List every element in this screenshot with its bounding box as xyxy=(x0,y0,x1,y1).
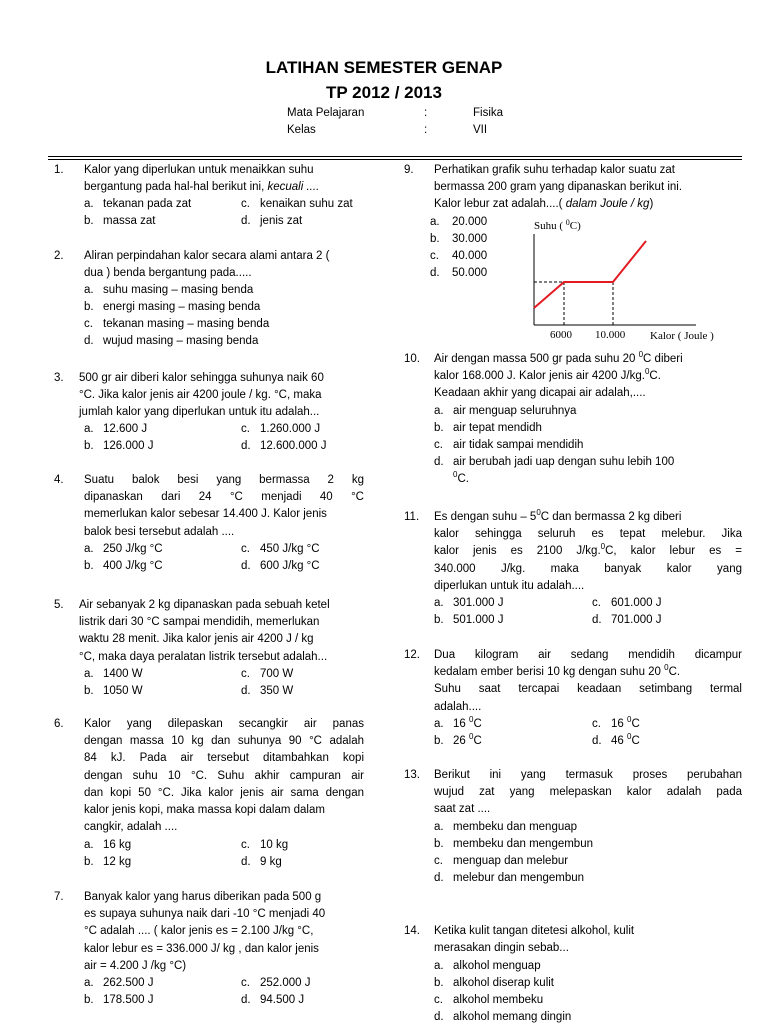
header-divider-bottom xyxy=(48,159,742,160)
option-letter: c. xyxy=(84,318,93,330)
option-letter: c. xyxy=(434,994,443,1006)
option-letter: d. xyxy=(241,440,251,452)
option-letter: b. xyxy=(434,614,444,626)
class-value: VII xyxy=(473,124,488,136)
option-a: air menguap seluruhnya xyxy=(453,405,577,417)
question-number: 4. xyxy=(54,474,64,486)
option-letter: a. xyxy=(430,216,440,228)
question-text: Es dengan suhu – 5 xyxy=(434,511,537,523)
option-a-unit: C xyxy=(473,718,482,730)
question-text: Suhu saat tercapai keadaan setimbang termal xyxy=(434,683,742,696)
question-text: Air dengan massa 500 gr pada suhu 20 xyxy=(434,353,639,365)
option-letter: d. xyxy=(241,856,251,868)
school-year: TP 2012 / 2013 xyxy=(326,83,442,102)
option-letter: c. xyxy=(241,668,250,680)
question-number: 14. xyxy=(404,925,420,937)
question-number: 3. xyxy=(54,372,64,384)
option-a: suhu masing – masing benda xyxy=(103,284,254,296)
question-text: kalor lebur es = 336.000 J/ kg , dan kalor jenis xyxy=(84,942,319,955)
question-number: 7. xyxy=(54,891,64,903)
option-letter: a. xyxy=(84,543,94,555)
option-d-cont: C. xyxy=(457,473,469,485)
question-text: waktu 28 menit. Jika kalor jenis air 4200 J / kg xyxy=(79,633,314,646)
question-text: °C. Jika kalor jenis air 4200 joule / kg. °C, maka xyxy=(79,389,322,402)
question-text: Berikut ini yang termasuk proses perubahan xyxy=(434,769,742,781)
option-letter: d. xyxy=(592,735,602,747)
question-text: kedalam ember berisi 10 kg dengan suhu 20 xyxy=(434,666,665,679)
question-text: C. xyxy=(668,666,681,679)
question-number: 11. xyxy=(404,511,420,523)
option-letter: b. xyxy=(84,301,94,313)
question-text: 340.000 J/kg. maka banyak kalor yang xyxy=(434,562,742,575)
question-text: kalor jenis es 2100 J/kg. xyxy=(434,545,601,558)
option-c: kenaikan suhu zat xyxy=(260,198,353,210)
option-letter: d. xyxy=(434,456,444,468)
option-letter: a. xyxy=(84,284,94,296)
option-letter: b. xyxy=(84,994,94,1006)
graph-x-label: Kalor ( Joule ) xyxy=(650,330,714,342)
option-c: menguap dan melebur xyxy=(453,855,569,867)
option-letter: b. xyxy=(84,560,94,572)
question-text: kalor 168.000 J. Kalor jenis air 4200 J/kg. xyxy=(434,370,645,383)
option-d: 701.000 J xyxy=(611,614,662,626)
question-text: Perhatikan grafik suhu terhadap kalor suatu zat xyxy=(434,164,676,176)
subject-value: Fisika xyxy=(473,107,504,119)
degree-sup: 0 xyxy=(453,470,458,480)
question-text: Keadaan akhir yang dicapai air adalah,.... xyxy=(434,387,646,400)
option-letter: d. xyxy=(430,267,440,279)
option-letter: c. xyxy=(241,198,250,210)
option-b-unit: C xyxy=(473,735,482,747)
question-text: memerlukan kalor sebesar 14.400 J. Kalor jenis xyxy=(84,508,327,521)
graph-tick-6000: 6000 xyxy=(550,329,572,341)
option-a: 20.000 xyxy=(452,216,488,228)
question-10 xyxy=(404,351,744,491)
question-text: listrik dari 30 °C sampai mendidih, memerlukan xyxy=(79,616,320,629)
question-text: ) xyxy=(649,198,654,211)
option-d: 350 W xyxy=(260,685,294,697)
option-c: 10 kg xyxy=(260,839,289,851)
question-number: 13. xyxy=(404,769,420,781)
option-c: air tidak sampai mendidih xyxy=(453,439,584,451)
question-3 xyxy=(54,370,364,458)
option-d: wujud masing – masing benda xyxy=(103,335,259,347)
class-label: Kelas xyxy=(287,124,316,136)
graph-series-line xyxy=(534,241,646,308)
question-5 xyxy=(54,597,364,703)
option-a: alkohol menguap xyxy=(453,960,541,972)
question-text: bermassa 200 gram yang dipanaskan berikut ini. xyxy=(434,181,683,194)
option-c: 601.000 J xyxy=(611,597,662,609)
option-b: alkohol diserap kulit xyxy=(453,977,555,989)
question-text: merasakan dingin sebab... xyxy=(434,942,569,955)
option-letter: b. xyxy=(84,685,94,697)
option-a: 16 xyxy=(453,718,469,730)
option-d: 9 kg xyxy=(260,856,282,868)
option-letter: d. xyxy=(592,614,602,626)
question-11 xyxy=(404,509,744,631)
option-letter: a. xyxy=(84,977,94,989)
degree-sup: 0 xyxy=(469,732,474,742)
option-letter: a. xyxy=(84,839,94,851)
option-letter: c. xyxy=(592,718,601,730)
option-d: 94.500 J xyxy=(260,994,305,1006)
degree-sup: 0 xyxy=(600,542,606,552)
question-text: cangkir, adalah .... xyxy=(84,821,178,834)
question-text: dua ) benda bergantung pada..... xyxy=(84,267,252,280)
class-colon: : xyxy=(424,124,428,136)
question-text: kalor jenis kopi, maka massa kopi dalam dalam xyxy=(84,804,325,817)
option-letter: d. xyxy=(241,994,251,1006)
option-d: 46 xyxy=(611,735,627,747)
page-title: LATIHAN SEMESTER GENAP xyxy=(265,58,503,77)
question-text-italic: kecuali .... xyxy=(267,181,320,194)
question-13 xyxy=(404,767,744,889)
graph-y-label: Suhu ( $^0$C) xyxy=(534,218,581,232)
option-letter: c. xyxy=(434,439,443,451)
subject-colon: : xyxy=(424,107,428,119)
option-d: air berubah jadi uap dengan suhu lebih 100 xyxy=(453,456,675,468)
option-d: melebur dan mengembun xyxy=(453,872,585,884)
option-letter: d. xyxy=(84,335,94,347)
question-text: 500 gr air diberi kalor sehingga suhunya naik 60 xyxy=(79,372,324,384)
option-letter: b. xyxy=(434,422,444,434)
option-a: 1400 W xyxy=(103,668,143,680)
question-text: dipanaskan dari 24 °C menjadi 40 °C xyxy=(84,491,364,504)
option-letter: c. xyxy=(241,977,250,989)
option-a: 301.000 J xyxy=(453,597,504,609)
header-divider-top xyxy=(48,156,742,157)
option-d: 50.000 xyxy=(452,267,488,279)
option-letter: b. xyxy=(430,233,440,245)
question-number: 9. xyxy=(404,164,414,176)
option-letter: c. xyxy=(241,839,250,851)
option-letter: c. xyxy=(434,855,443,867)
option-letter: a. xyxy=(84,423,94,435)
option-b: 1050 W xyxy=(103,685,143,697)
question-text: Kalor yang dilepaskan secangkir air panas xyxy=(84,718,364,730)
question-number: 1. xyxy=(54,164,64,176)
question-12 xyxy=(404,647,744,751)
question-text: Air sebanyak 2 kg dipanaskan pada sebuah ketel xyxy=(79,599,330,611)
question-text: kalor sehingga seluruh es tepat melebur. Jika xyxy=(434,528,742,541)
question-text: Ketika kulit tangan ditetesi alkohol, kulit xyxy=(434,925,635,937)
option-d: 12.600.000 J xyxy=(260,440,327,452)
question-number: 5. xyxy=(54,599,64,611)
option-b: 126.000 J xyxy=(103,440,154,452)
option-letter: d. xyxy=(241,215,251,227)
option-b: energi masing – masing benda xyxy=(103,301,261,313)
question-text: 84 kJ. Pada air tersebut ditambahkan kopi xyxy=(84,752,364,765)
option-b: air tepat mendidh xyxy=(453,422,542,434)
question-4 xyxy=(54,472,364,578)
option-letter: b. xyxy=(84,856,94,868)
question-7 xyxy=(54,889,364,1011)
question-text: Dua kilogram air sedang mendidih dicampur xyxy=(434,649,742,661)
question-text: es supaya suhunya naik dari -10 °C menjadi 40 xyxy=(84,908,326,921)
option-letter: b. xyxy=(434,735,444,747)
option-c: tekanan masing – masing benda xyxy=(103,318,270,330)
question-text: C. xyxy=(649,370,661,383)
option-b: 30.000 xyxy=(452,233,488,245)
question-text: dan kopi 50 °C. Jika kalor jenis air sama dengan xyxy=(84,786,364,799)
option-c-unit: C xyxy=(631,718,640,730)
option-a: 262.500 J xyxy=(103,977,154,989)
degree-sup: 0 xyxy=(664,663,669,673)
question-text: Suatu balok besi yang bermassa 2 kg xyxy=(84,474,364,486)
option-letter: c. xyxy=(592,597,601,609)
option-letter: a. xyxy=(84,668,94,680)
question-text-italic: dalam Joule / kg xyxy=(565,198,650,211)
option-letter: a. xyxy=(434,718,444,730)
question-text: balok besi tersebut adalah .... xyxy=(84,525,235,538)
question-text: air = 4.200 J /kg °C) xyxy=(84,959,187,972)
option-letter: d. xyxy=(241,560,251,572)
subject-label: Mata Pelajaran xyxy=(287,107,365,119)
option-letter: b. xyxy=(434,838,444,850)
degree-sup: 0 xyxy=(644,367,650,377)
question-text: jumlah kalor yang diperlukan untuk itu adalah... xyxy=(79,406,320,419)
degree-sup: 0 xyxy=(627,732,632,742)
option-letter: b. xyxy=(84,215,94,227)
degree-sup: 0 xyxy=(638,350,644,360)
question-6 xyxy=(54,716,364,874)
option-a: 12.600 J xyxy=(103,423,148,435)
question-1 xyxy=(54,162,364,232)
question-text: °C, maka daya peralatan listrik tersebut adalah... xyxy=(79,650,328,663)
option-d-unit: C xyxy=(631,735,640,747)
option-letter: b. xyxy=(434,977,444,989)
question-number: 2. xyxy=(54,250,64,262)
option-b: 12 kg xyxy=(103,856,132,868)
option-a: 250 J/kg °C xyxy=(103,543,163,555)
option-letter: b. xyxy=(84,440,94,452)
question-text: saat zat .... xyxy=(434,803,491,816)
option-c: 40.000 xyxy=(452,250,488,262)
option-b: 400 J/kg °C xyxy=(103,560,163,572)
question-text: adalah.... xyxy=(434,700,482,713)
option-b: 26 xyxy=(453,735,469,747)
option-c: 16 xyxy=(611,718,627,730)
temperature-heat-graph xyxy=(520,210,740,345)
option-letter: d. xyxy=(434,872,444,884)
option-letter: a. xyxy=(434,960,444,972)
option-letter: d. xyxy=(241,685,251,697)
option-b: membeku dan mengembun xyxy=(453,838,593,850)
question-number: 6. xyxy=(54,718,64,730)
degree-sup: 0 xyxy=(627,715,632,725)
question-text: Aliran perpindahan kalor secara alami antara 2 ( xyxy=(84,250,330,262)
option-letter: c. xyxy=(430,250,439,262)
question-text: Kalor yang diperlukan untuk menaikkan suhu xyxy=(84,164,314,176)
question-number: 12. xyxy=(404,649,420,661)
degree-sup: 0 xyxy=(536,508,541,518)
option-b: 501.000 J xyxy=(453,614,504,626)
question-text: Kalor lebur zat adalah....( xyxy=(434,198,566,211)
option-a: 16 kg xyxy=(103,839,132,851)
option-c: alkohol membeku xyxy=(453,994,544,1006)
question-text: °C adalah .... ( kalor jenis es = 2.100 J/kg °C, xyxy=(84,925,314,938)
option-a: membeku dan menguap xyxy=(453,821,578,833)
option-b: 178.500 J xyxy=(103,994,154,1006)
option-d: 600 J/kg °C xyxy=(260,560,320,572)
question-text: wujud zat yang melepaskan kalor adalah pada xyxy=(434,786,742,799)
question-text: dengan suhu 10 °C. Suhu akhir campuran air xyxy=(84,769,364,782)
question-2 xyxy=(54,248,364,352)
question-text: C dan bermassa 2 kg diberi xyxy=(540,511,682,523)
question-14 xyxy=(404,923,744,1024)
option-letter: a. xyxy=(434,821,444,833)
option-c: 252.000 J xyxy=(260,977,311,989)
question-text: bergantung pada hal-hal berikut ini, xyxy=(84,181,268,194)
option-d: jenis zat xyxy=(260,215,303,227)
option-b: massa zat xyxy=(103,215,156,227)
option-c: 1.260.000 J xyxy=(260,423,321,435)
option-letter: c. xyxy=(241,543,250,555)
option-letter: c. xyxy=(241,423,250,435)
question-text: dengan massa 10 kg dan suhunya 90 °C adalah xyxy=(84,735,364,748)
question-number: 10. xyxy=(404,353,420,365)
question-text: Banyak kalor yang harus diberikan pada 500 g xyxy=(84,891,322,903)
option-letter: a. xyxy=(434,597,444,609)
option-d: alkohol memang dingin xyxy=(453,1011,572,1023)
question-text: diperlukan untuk itu adalah.... xyxy=(434,579,585,592)
question-text: C diberi xyxy=(643,353,683,365)
question-text: C, kalor lebur es = xyxy=(605,545,742,558)
option-a: tekanan pada zat xyxy=(103,198,192,210)
option-c: 450 J/kg °C xyxy=(260,543,320,555)
option-letter: a. xyxy=(434,405,444,417)
degree-sup: 0 xyxy=(469,715,474,725)
option-letter: a. xyxy=(84,198,94,210)
option-letter: d. xyxy=(434,1011,444,1023)
option-c: 700 W xyxy=(260,668,294,680)
graph-tick-10000: 10.000 xyxy=(595,329,626,341)
